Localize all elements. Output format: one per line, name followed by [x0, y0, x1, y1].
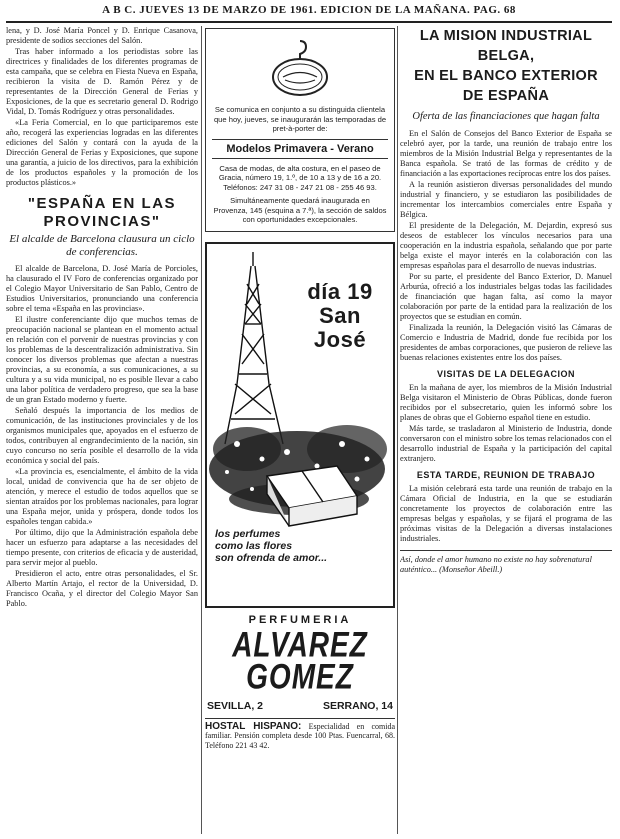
ad-date — [295, 280, 385, 352]
article-paragraph: Presidieron el acto, entre otras personalidades, el Sr. Alberto Martín Artajo, el rector de la Universidad, D. Francisco Ocaña, y el director del Colegio Mayor San Pablo. — [6, 569, 198, 608]
closing-quote: Así, donde el amor humano no existe no hay sobrenatural auténtico... (Monseñor Abeill.) — [400, 550, 612, 575]
brand-name: ALVAREZ — [232, 624, 368, 664]
hostal-brand: HOSTAL HISPANO: — [205, 720, 302, 732]
article-paragraph: lena, y D. José María Poncel y D. Enrique Casanova, presidente de sodios secciones del Salón. — [6, 26, 198, 45]
perfumeria-brand — [205, 614, 395, 712]
top-rule — [6, 21, 612, 23]
article-paragraph: «La provincia es, esencialmente, el ámbito de la vida local, unidad de convivencia que ha de ser objeto de atención, y merece el estudio de todos aquellos que se sientan atraídos por los problemas nacionales, para lograr una España mejor, unida y próspera, donde todos los españoles tengan cabida.» — [6, 467, 198, 526]
article-headline: EN EL BANCO EXTERIOR — [414, 68, 598, 84]
article-paragraph: Por su parte, el presidente del Banco Exterior, D. Manuel Arburúa, ofreció a los industriales belgas todas las facilidades de financiación que hagan falta, así como la mayor colaboración por parte de la entidad para la realización de los proyectos que se estudian en común. — [400, 272, 612, 321]
fashion-ad — [205, 28, 395, 232]
brand-category: PERFUMERIA — [248, 613, 352, 626]
ad-day: día 19 — [307, 278, 373, 304]
right-column — [400, 26, 612, 836]
article-paragraph: Señaló después la importancia de los medios de comunicación, de las instituciones provinciales y de los organismos municipales que, apoyados en el esfuerzo de todos, contribuyen al engrandecimiento de la nación, sin cuyo concurso no sería posible el desarrollo de la vida económica y social del país. — [6, 406, 198, 465]
hostal-ad-text — [205, 722, 395, 751]
hostal-ad — [205, 718, 395, 751]
slogan-line: son ofrenda de amor... — [215, 551, 328, 564]
hostal-text: Especialidad en comida familiar. Pensión completa desde 100 Ptas. Fuencarral, 68. Teléfono 221 43 42. — [205, 721, 395, 750]
section-title: VISITAS DE LA DELEGACION — [436, 369, 575, 379]
article-paragraph: En el Salón de Consejos del Banco Exterior de España se celebró ayer, por la tarde, una reunión de trabajo entre los miembros de la Misión Industrial Belga y representantes de la Banca española. Se trató de las formas de crédito y de financiación a las exportaciones recíprocas entre los dos países. — [400, 129, 612, 178]
article-subheadline: El alcalde de Barcelona clausura un ciclo de conferencias. — [9, 233, 195, 258]
article-paragraph: Por último, dijo que la Administración española debe hacer un esfuerzo para adaptarse a las necesidades del tiempo presente, con criterios de eficacia y de austeridad, para servir mejor al pueblo. — [6, 528, 198, 567]
article-paragraph: En la mañana de ayer, los miembros de la Misión Industrial Belga visitaron el Ministerio de Obras Públicas, donde fueron recibidos por el subsecretario, quien les informó sobre los planes de obras que el Gobierno español tiene en estudio. — [400, 383, 612, 422]
article-paragraph: A la reunión asistieron diversas personalidades del mundo industrial y financiero, y se estudiaron las posibilidades de incrementar los intercambios comerciales entre España y Bélgica. — [400, 180, 612, 219]
brand-addresses — [205, 700, 395, 712]
ad-slogan — [215, 528, 391, 564]
ad-title: Modelos Primavera - Verano — [212, 139, 388, 159]
column-divider — [201, 26, 202, 834]
article-paragraph: La misión celebrará esta tarde una reunión de trabajo en la Cámara Oficial de Industria, en la que se estudiarán concretamente los proyectos de colaboración entre las empresas belgas y españolas, y se fijará el programa de las próximas visitas de la Delegación a diversas instalaciones industriales. — [400, 484, 612, 543]
article-paragraph: Más tarde, se trasladaron al Ministerio de Industria, donde conversaron con el ministro sobre los temas relacionados con el desarrollo industrial de España y la participación del capital extranjero. — [400, 424, 612, 463]
article-headline: "ESPAÑA EN LAS PROVINCIAS" — [27, 195, 177, 230]
ad-body-text: Casa de modas, de alta costura, en el paseo de Gracia, número 19, 1.º, de 10 a 13 y de 16 a 20. Teléfonos: 247 31 08 - 247 21 08 - 255 46 93. — [218, 163, 382, 192]
column-divider — [397, 26, 398, 834]
hanger-logo-icon — [265, 37, 335, 99]
section-title: ESTA TARDE, REUNION DE TRABAJO — [416, 470, 596, 480]
ad-saint: San José — [313, 302, 367, 352]
running-head: A B C. JUEVES 13 DE MARZO DE 1961. EDICION DE LA MAÑANA. PAG. 68 — [102, 4, 516, 16]
article-paragraph: Finalizada la reunión, la Delegación visitó las Cámaras de Comercio e Industria de Madrid, donde fue recibida por los presidentes de ambas corporaciones, que pusieron de relieve las buenas relaciones existentes entre los dos países. — [400, 323, 612, 362]
brand-address: SEVILLA, 2 — [207, 699, 264, 712]
article-paragraph: Tras haber informado a los periodistas sobre las directrices y finalidades de los diferentes programas de esta campaña, que se celebra en Fiesta Nueva en España, recibieron la visita de D. Ramón Pérez y de representantes de la Dirección General de Ferias y Exposiciones, de la que es secretario general D. Rodrigo Vidal, D. Tomás Rodríguez y otras personalidades. — [6, 47, 198, 116]
brand-address: SERRANO, 14 — [322, 699, 393, 712]
ad-note-text: Simultáneamente quedará inaugurada en Provenza, 145 (esquina a 7.ª), la sección de saldos con oportunidades excepcionales. — [213, 196, 387, 224]
middle-column — [205, 26, 395, 836]
article-paragraph: El presidente de la Delegación, M. Dejardin, expresó sus deseos de establecer los vínculos necesarios para una cooperación en la industria española, señalando que por parte belga existe el mayor interés en la colaboración con las empresas españolas para el desarrollo de nuevas industrias. — [400, 221, 612, 270]
ad-intro-text: Se comunica en conjunto a su distinguida clientela que hoy, jueves, se inaugurarán las temporadas de pret-à-porter de: — [213, 105, 387, 133]
article-paragraph: El ilustre conferenciante dijo que muchos temas de preocupación nacional se plantean en el momento actual en relación con el porvenir de nuestras provincias y con los problemas de la descentralización administrativa. Sin conocer los diversos problemas que afectan a nuestras provincias, a su economía, a sus comunicaciones, a su cultura y a su vida municipal, no es posible llevar a cabo una labor política de verdadero progreso, que sea la base de un gran Estado moderno y fuerte. — [6, 315, 198, 404]
perfume-ad-illustration — [205, 242, 395, 608]
article-paragraph: El alcalde de Barcelona, D. José María de Porcioles, ha clausurado el IV Foro de conferencias organizado por el Colegio Mayor Universitario de San Pablo, Centro de Estudios Universitarios, pronunciando una conferencia sobre el tema «España en las provincias». — [6, 264, 198, 313]
article-paragraph: «La Feria Comercial, en lo que participaremos este año, recogerá las experiencias logradas en las diferentes ediciones del Salón y contará con la ayuda de la Dirección General de Ferias y Exposiciones, que supone una garantía, a juicio de los directivos, para la exhibición de los productos españoles y la promoción de los productos plásticos.» — [6, 118, 198, 187]
slogan-line: como las flores — [215, 539, 293, 552]
brand-name: GOMEZ — [246, 656, 354, 696]
left-column — [6, 26, 198, 836]
article-headline: DE ESPAÑA — [462, 88, 550, 104]
article-subheadline: Oferta de las financiaciones que hagan falta — [412, 111, 600, 122]
article-headline: LA MISION INDUSTRIAL BELGA, — [419, 28, 593, 64]
slogan-line: los perfumes — [215, 527, 281, 540]
